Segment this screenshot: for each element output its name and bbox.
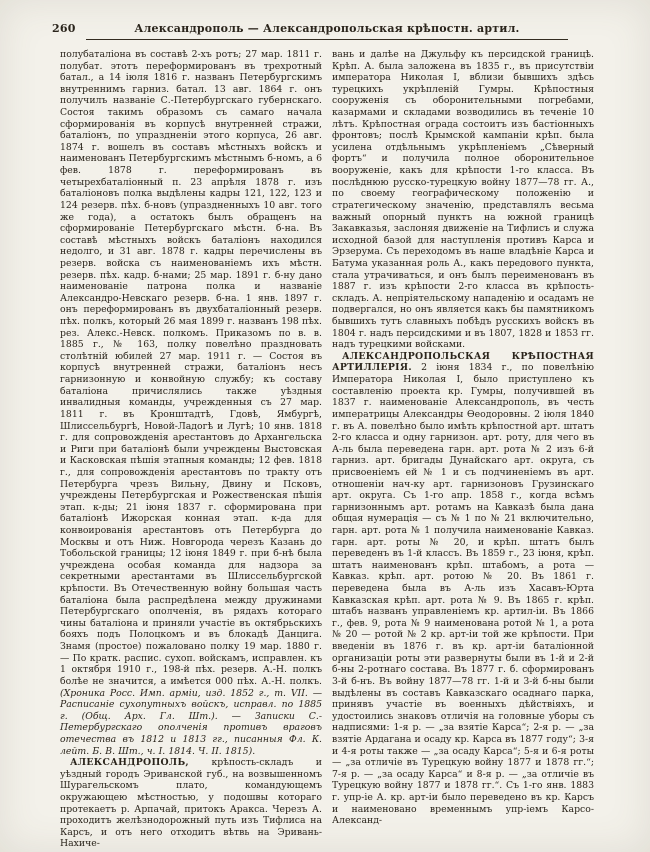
entry-artillery-title: АЛЕКСАНДРОПОЛЬСКАЯ КРѢПОСТНАЯ АРТИЛЛЕРІЯ. bbox=[332, 350, 594, 374]
left-column bbox=[60, 49, 322, 850]
entry-artillery bbox=[332, 351, 594, 827]
text-columns bbox=[60, 49, 594, 850]
right-continuation-paragraph bbox=[332, 49, 594, 351]
header-rule bbox=[86, 39, 568, 40]
left-continuation-paragraph bbox=[60, 49, 322, 757]
right-continuation-text: вань и далѣе на Джульфу къ персидской границѣ. Крѣп. А. была заложена въ 1835 г., въ присутствіи императора Николая I, вблизи бывшихъ здѣсь турецкихъ укрѣпленій Гумры. Крѣпостныя сооруженія съ оборонительными погребами, казармами и складами возводились въ теченіе 10 лѣтъ. Крѣпостная ограда состоитъ изъ бастіонныхъ фронтовъ; послѣ Крымской кампаніи крѣп. была усилена отдѣльнымъ укрѣпленіемъ „Сѣверный фортъ“ и получила полное оборонительное вооруженіе, какъ для крѣпости 1-го класса. Въ послѣднюю русско-турецкую войну 1877—78 гг. А., по своему географическому положенію и стратегическому значенію, представлялъ весьма важный опорный пунктъ на южной границѣ Закавказья, заслоняя движеніе на Тифлисъ и служа исходной базой для наступленія противъ Карса и Эрзерума. Съ переходомъ въ наше владѣніе Карса и Батума указанная роль А., какъ передового пункта, стала утрачиваться, и онъ былъ переименованъ въ 1887 г. изъ крѣпости 2-го класса въ крѣпость-складъ. А. непріятельскому нападенію и осадамъ не подвергался, но онъ является какъ бы памятникомъ бывшихъ тутъ славныхъ побѣдъ русскихъ войскъ въ 1804 г. надъ персидскими и въ 1807, 1828 и 1853 гг. надъ турецкими войсками. bbox=[332, 49, 595, 351]
right-column bbox=[332, 49, 594, 827]
entry-artillery-text: 2 іюня 1834 г., по повелѣнію Императора Николая I, было приступлено къ составленію проекта кр. Гумры, получившей въ 1837 г. наименованіе Александрополь, въ честь императрицы Александры Ѳеодоровны. 2 іюля 1840 г. въ А. повелѣно было имѣть крѣпостной арт. штатъ 2-го класса и одну гарнизон. арт. роту, для чего въ А-ль была переведена гарн. арт. рота № 2 изъ 6-й гарниз. арт. бригады Дунайскаго арт. округа, съ присвоеніемъ ей № 1 и съ подчиненіемъ въ арт. отношеніи нач-ку арт. гарнизоновъ Грузинскаго арт. округа. Съ 1-го апр. 1858 г., когда всѣмъ гарнизоннымъ арт. ротамъ на Кавказѣ была дана общая нумерація — съ № 1 по № 21 включительно, гарн. арт. рота № 1 получила наименованіе Кавказ. гарн. арт. роты № 20, и крѣп. штатъ былъ переведенъ въ 1-й классъ. Въ 1859 г., 23 іюня, крѣп. штатъ наименованъ крѣп. штабомъ, а рота — Кавказ. крѣп. арт. ротою № 20. Въ 1861 г. переведена была въ А-ль изъ Хасавъ-Юрта Кавказская крѣп. арт. рота № 9. Въ 1865 г. крѣп. штабъ названъ управленіемъ кр. артил-іи. Въ 1866 г., фев. 9, рота № 9 наименована ротой № 1, а рота № 20 — ротой № 2 кр. арт-іи той же крѣпости. При введеніи въ 1876 г. въ кр. арт-іи баталіонной организаціи роты эти развернуты были въ 1-й и 2-й б-ны 2-ротнаго состава. Въ 1877 г. б. сформированъ 3-й б-нъ. Въ войну 1877—78 гг. 1-й и 3-й б-ны были выдѣлены въ составъ Кавказскаго осаднаго парка, принявъ участіе въ военныхъ дѣйствіяхъ, и удостоились знаковъ отличія на головные уборы съ надписями: 1-я р. — „за взятіе Карса“; 2-я р. — „за взятіе Ардагана и осаду кр. Карса въ 1877 году“; 3-я и 4-я роты также — „за осаду Карса“; 5-я и 6-я роты — „за отличіе въ Турецкую войну 1877 и 1878 гг.“; 7-я р. — „за осаду Карса“ и 8-я р. — „за отличіе въ Турецкую войну 1877 и 1878 гг.“. Съ 1-го янв. 1883 г. упр-іе А. кр. арт-іи было переведено въ кр. Карсъ и наименовано временнымъ упр-іемъ Карсо-Александ- bbox=[332, 362, 594, 827]
page-number: 260 bbox=[52, 22, 76, 35]
left-continuation-text: полубаталіона въ составѣ 2-хъ ротъ; 27 мар. 1811 г. полубат. этотъ переформированъ въ трехротный батал., а 14 іюля 1816 г. названъ Петербургскимъ внутреннимъ гарниз. батал. 13 авг. 1864 г. онъ получилъ названіе С.-Петербургскаго губернскаго. Состоя такимъ образомъ съ самаго начала сформированія въ корпусѣ внутренней стражи, баталіонъ, по упраздненіи этого корпуса, 26 авг. 1874 г. вошелъ въ составъ мѣстныхъ войскъ и наименованъ Петербургскимъ мѣстнымъ б-номъ, а 6 фев. 1878 г. переформированъ въ четырехбаталіонный п. 23 апрѣля 1878 г. изъ баталіоновъ полка выдѣлены кадры 121, 122, 123 и 124 резерв. пѣх. б-новъ (упраздненныхъ 10 авг. того же года), а остатокъ былъ обращенъ на сформированіе Петербургскаго мѣстн. б-на. Въ составѣ мѣстныхъ войскъ баталіонъ находился недолго, и 31 авг. 1878 г. кадры перечислены въ резерв. войска съ наименованіемъ ихъ мѣстн. резерв. пѣх. кадр. б-нами; 25 мар. 1891 г. б-ну дано наименованіе патрона полка и названіе Александро-Невскаго резерв. б-на. 1 янв. 1897 г. онъ переформированъ въ двухбаталіонный резерв. пѣх. полкъ, который 26 мая 1899 г. названъ 198 пѣх. рез. Алекс.-Невск. полкомъ. Приказомъ по в. в. 1885 г., № 163, полку повелѣно праздновать столѣтній юбилей 27 мар. 1911 г. — Состоя въ корпусѣ внутренней стражи, баталіонъ несъ гарнизонную и конвойную службу; къ составу баталіона причислялись также уѣздныя инвалидныя команды, учрежденныя съ 27 мар. 1811 г. въ Кронштадтѣ, Гдовѣ, Ямбургѣ, Шлиссельбургѣ, Новой-Ладогѣ и Лугѣ; 10 янв. 1818 г. для сопровожденія арестантовъ до Архангельска и Риги при баталіонѣ были учреждены Выстовская и Касковская пѣшія этапныя команды; 12 фев. 1818 г., для сопровожденія арестантовъ по тракту отъ Петербурга чрезъ Вильну, Двину и Псковъ, учреждены Петербургская и Рожественская пѣшія этап. к-ды; 21 іюня 1837 г. сформирована при баталіонѣ Ижорская конная этап. к-да для конвоированія арестантовъ отъ Петербурга до Москвы и отъ Ниж. Новгорода черезъ Казань до Тобольской границы; 12 іюня 1849 г. при б-нѣ была учреждена особая команда для надзора за секретными арестантами въ Шлиссельбургской крѣпости. Въ Отечественную войну большая часть баталіона была распредѣлена между дружинами Петербургскаго ополченія, въ рядахъ котораго чины баталіона и приняли участіе въ октябрьскихъ бояхъ подъ Полоцкомъ и въ блокадѣ Данцига. Знамя (простое) пожаловано полку 19 мар. 1880 г. — По кратк. распис. сухоп. войскамъ, исправлен. къ 1 октября 1910 г., 198-й пѣх. резерв. А.-Н. полкъ болѣе не значится, а имѣется 000 пѣх. А.-Н. полкъ. bbox=[60, 49, 322, 687]
entry-alexandropol-text: крѣпость-складъ и уѣздный городъ Эриванской губ., на возвышенномъ Шурагельскомъ плато, командующемъ окружающею мѣстностью, у подошвы котораго протекаетъ р. Арпачай, притокъ Аракса. Черезъ А. проходитъ желѣзнодорожный путь изъ Тифлиса на Карсъ, и отъ него отходитъ вѣтвь на Эривань-Нахиче- bbox=[60, 757, 323, 850]
left-sources-text: (Хроника Росс. Имп. арміи, изд. 1852 г., т. VII. — Расписаніе сухопутныхъ войскъ, исправл. по 1885 г. (Общ. Арх. Гл. Шт.). — Записки С.-Петербургскаго ополченія противъ враговъ отечества въ 1812 и 1813 гг., писанныя Фл. К. лейт. Б. В. Шт., ч. I. 1814. Ч. II. 1815). bbox=[60, 687, 322, 757]
page-header bbox=[52, 22, 594, 35]
entry-alexandropol-title: АЛЕКСАНДРОПОЛЬ, bbox=[70, 757, 189, 769]
entry-alexandropol bbox=[60, 757, 322, 850]
running-head: Александрополь — Александропольская крѣпостн. артил. bbox=[134, 22, 520, 35]
